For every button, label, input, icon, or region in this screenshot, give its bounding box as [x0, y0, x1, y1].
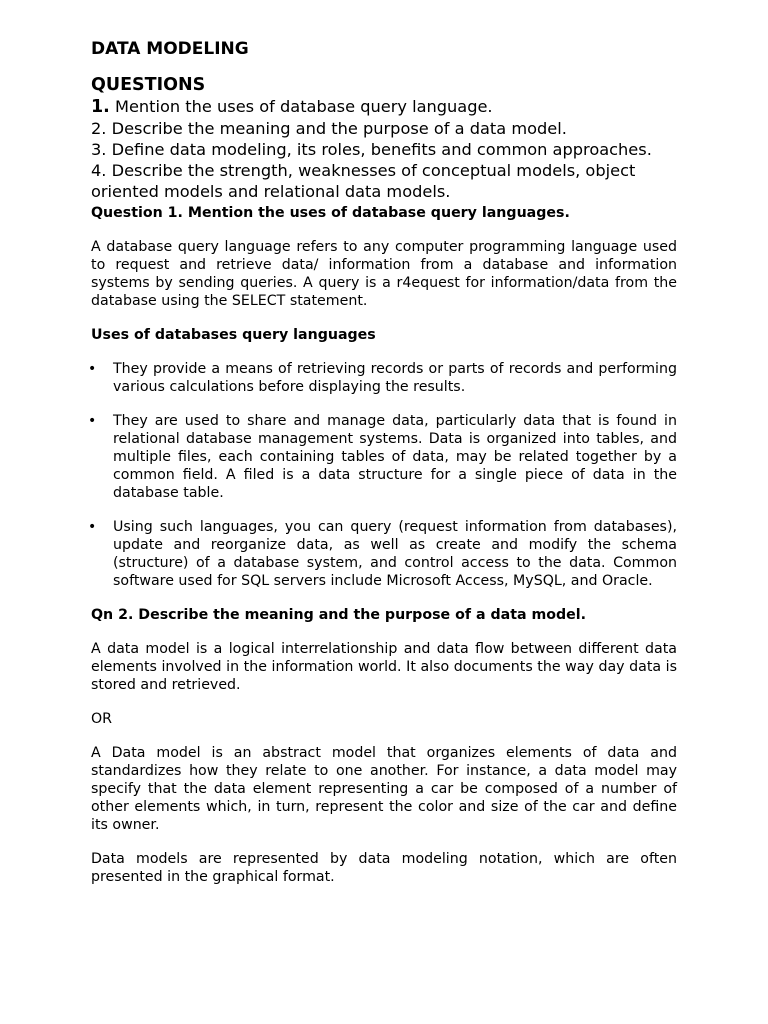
question-text: Describe the strength, weaknesses of conceptual models, object oriented models and relational data models.	[91, 161, 636, 201]
q1-heading: Question 1. Mention the uses of database query languages.	[91, 205, 570, 221]
q2-heading: Qn 2. Describe the meaning and the purpose of a data model.	[91, 607, 587, 623]
list-item	[88, 360, 677, 396]
bullet-text: They are used to share and manage data, particularly data that is found in relational database management systems. Data is organized into tables, and multiple files, each containing tables of data, may be related together by a common field. A filed is a data structure for a single piece of data in the database table.	[113, 413, 677, 501]
list-item	[88, 518, 677, 590]
question-number: 1.	[91, 97, 110, 117]
question-item-4	[91, 160, 677, 202]
list-item	[88, 412, 677, 502]
question-number: 3.	[91, 140, 107, 159]
question-text: Mention the uses of database query language.	[109, 97, 493, 116]
questions-list	[91, 96, 677, 202]
q2-paragraph-1: A data model is a logical interrelationship and data flow between different data elements involved in the information world. It also documents the way day data is stored and retrieved.	[91, 641, 677, 693]
bullet-text: Using such languages, you can query (request information from databases), update and reorganize data, as well as create and modify the schema (structure) of a database system, and control access to the data. Common software used for SQL servers include Microsoft Access, MySQL, and Oracle.	[113, 519, 677, 589]
q2-paragraph-3: Data models are represented by data modeling notation, which are often presented in the graphical format.	[91, 851, 677, 885]
question-item-2	[91, 118, 677, 139]
bullet-icon: •	[88, 519, 97, 535]
question-number: 4.	[91, 161, 107, 180]
question-item-3	[91, 139, 677, 160]
uses-bullet-list	[88, 360, 677, 590]
q2-paragraph-2: A Data model is an abstract model that organizes elements of data and standardizes how they relate to one another. For instance, a data model may specify that the data element representing a car be composed of a number of other elements which, in turn, represent the color and size of the car and define its owner.	[91, 745, 677, 833]
bullet-text: They provide a means of retrieving records or parts of records and performing various calculations before displaying the results.	[113, 361, 677, 395]
question-item-1	[91, 96, 677, 118]
uses-heading: Uses of databases query languages	[91, 327, 376, 343]
question-text: Describe the meaning and the purpose of a data model.	[106, 119, 567, 138]
bullet-icon: •	[88, 361, 97, 377]
q1-intro-paragraph: A database query language refers to any computer programming language used to request and retrieve data/ information from a database and information systems by sending queries. A query is a r4equest for information/data from the database using the SELECT statement.	[91, 239, 677, 309]
questions-heading: QUESTIONS	[91, 75, 206, 95]
document-page	[88, 38, 677, 886]
bullet-icon: •	[88, 413, 97, 429]
document-title: DATA MODELING	[91, 39, 249, 59]
or-separator: OR	[91, 711, 113, 727]
question-number: 2.	[91, 119, 107, 138]
question-text: Define data modeling, its roles, benefits and common approaches.	[106, 140, 652, 159]
